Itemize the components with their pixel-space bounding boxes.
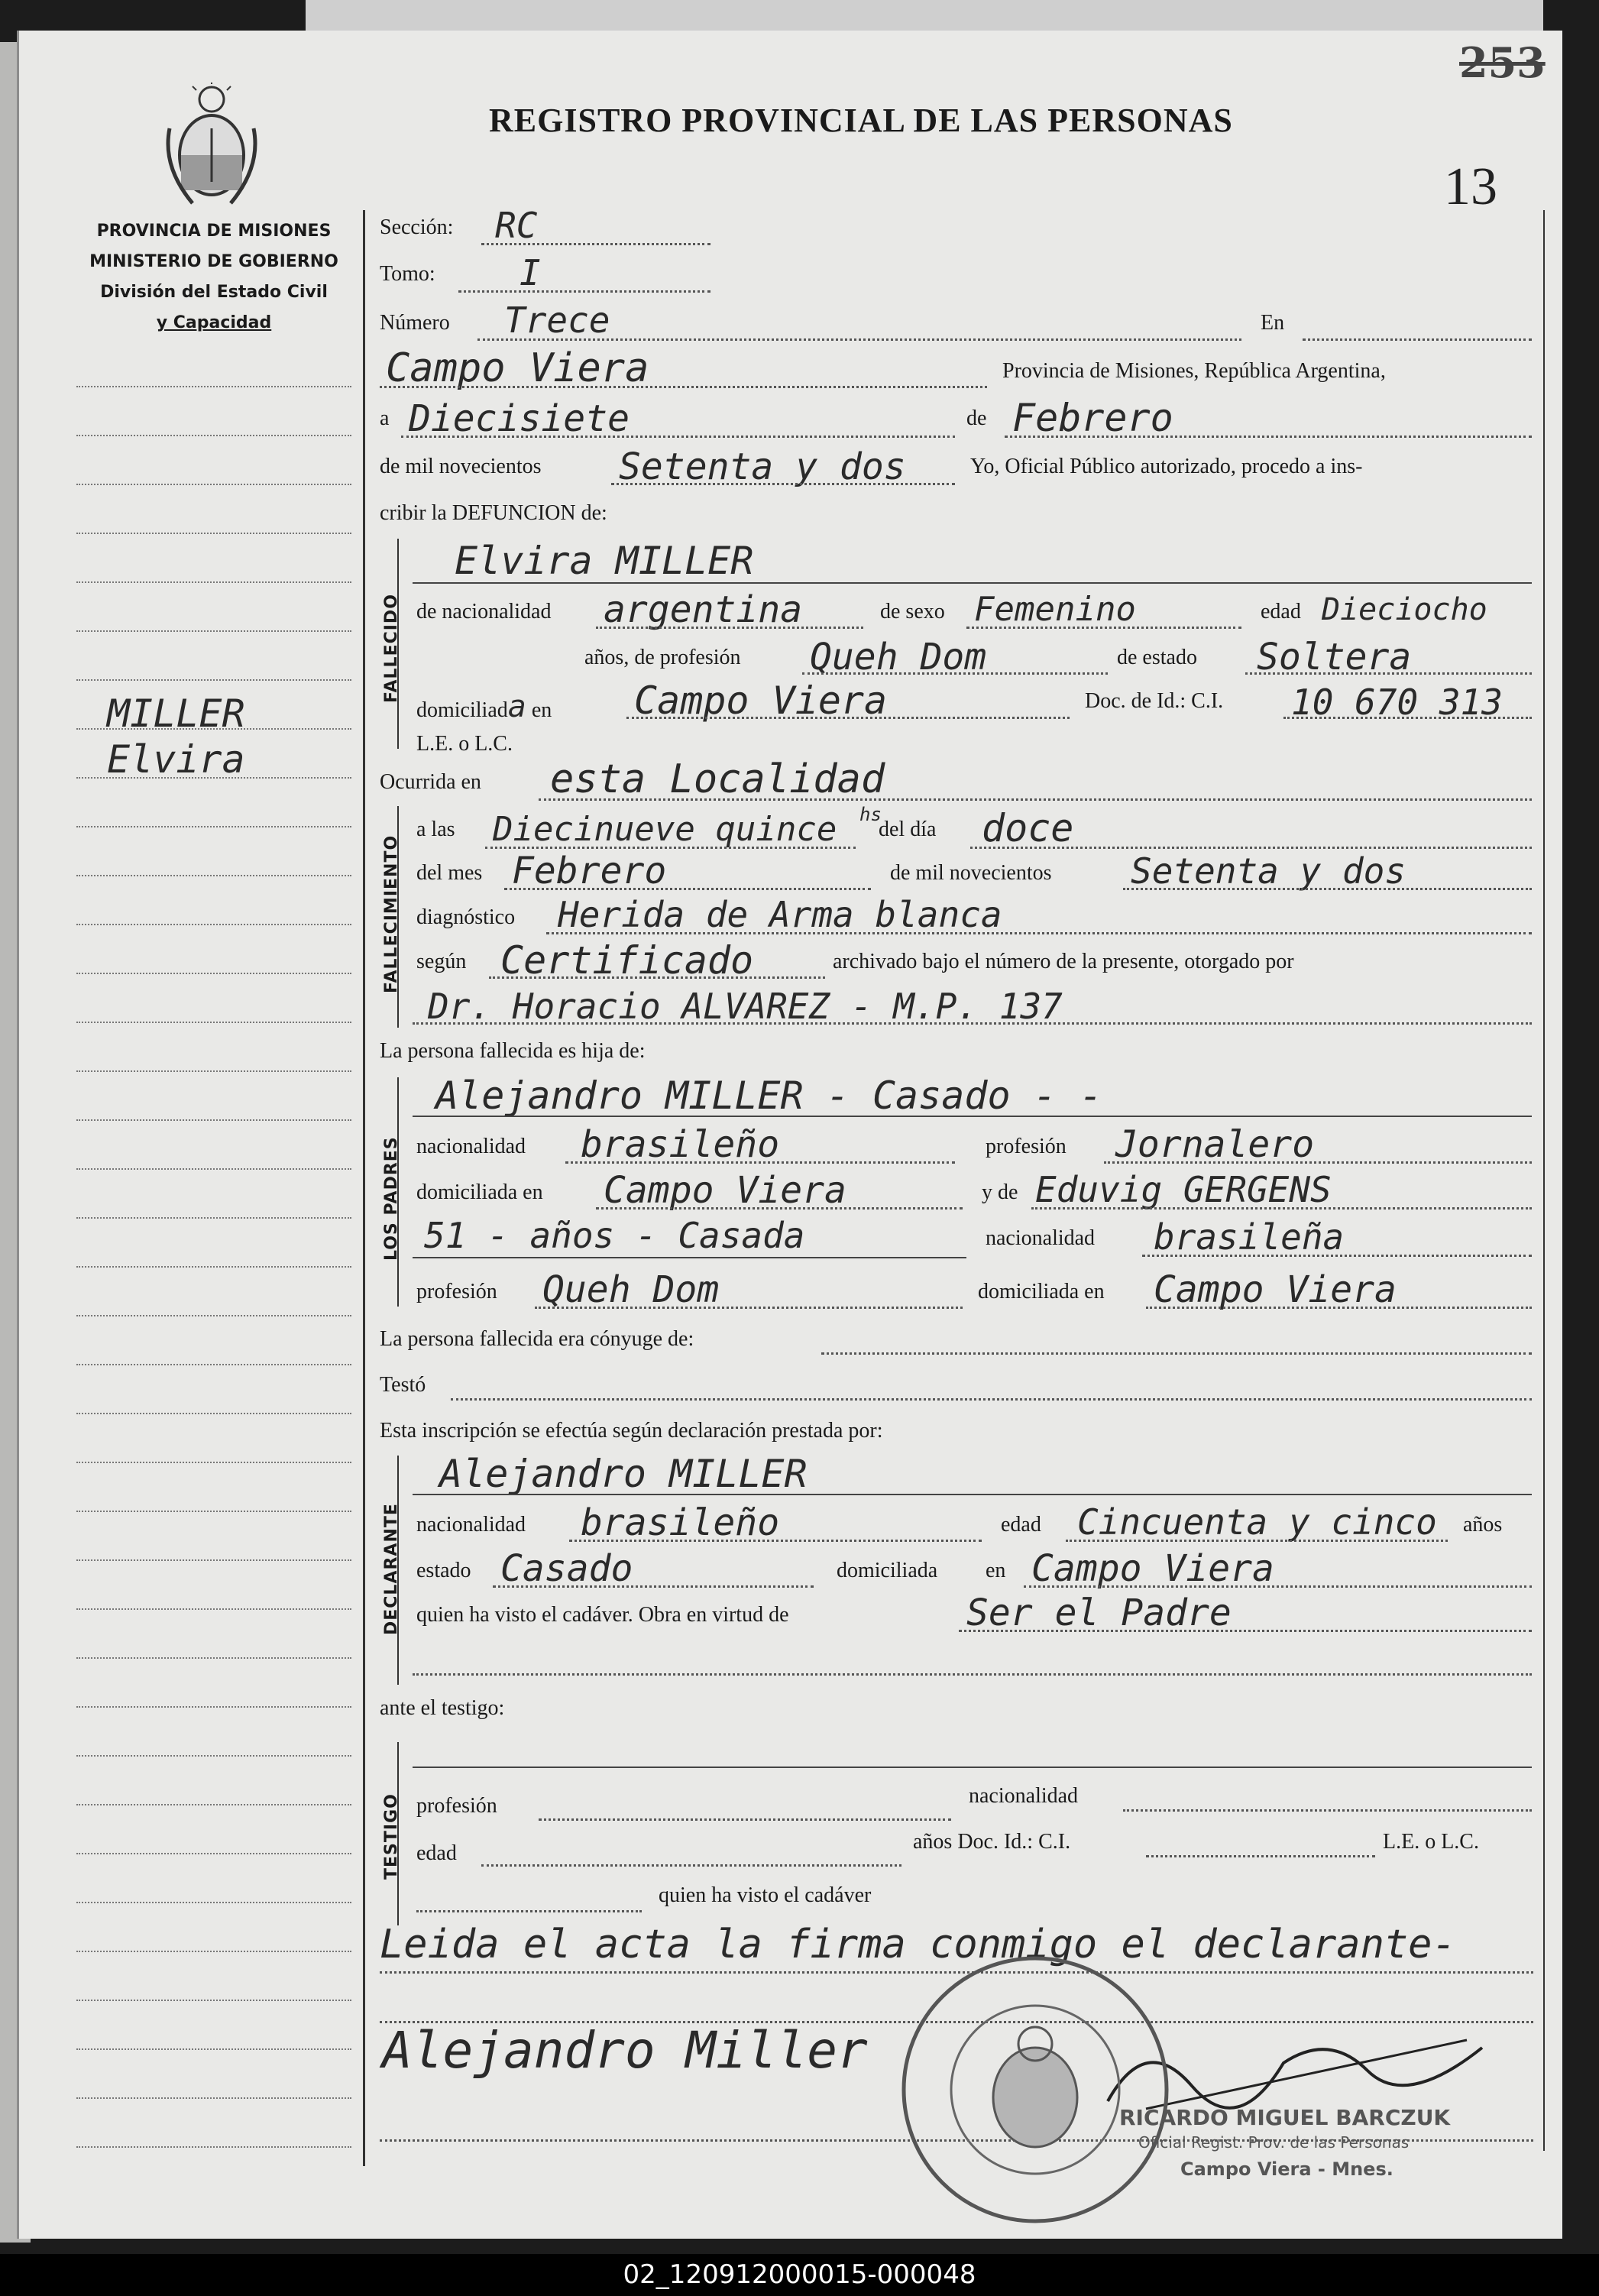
conyuge-line	[821, 1352, 1532, 1355]
left-column-line	[76, 1266, 351, 1268]
right-margin-line	[1543, 210, 1545, 2151]
fallecido-nombre-line	[413, 582, 1532, 584]
madre-prof-value: Queh Dom	[542, 1268, 720, 1311]
madre-nac-value: brasileña	[1154, 1216, 1345, 1258]
footer-filename: 02_120912000015-000048	[0, 2254, 1599, 2296]
declarante-virtud-value: Ser el Padre	[966, 1592, 1232, 1634]
seccion-line	[481, 243, 710, 245]
left-column-line	[76, 1511, 351, 1512]
stamp-place: Campo Viera - Mnes.	[1180, 2158, 1393, 2180]
padre-nac-label: nacionalidad	[416, 1135, 526, 1158]
madre-dom-line	[1146, 1307, 1532, 1309]
numero-line	[477, 338, 1241, 341]
del-dia-label: del día	[879, 818, 937, 841]
declarante-nac-line	[569, 1540, 982, 1542]
lugar-value: Campo Viera	[386, 345, 649, 391]
mes-fallecimiento-value: Febrero	[512, 850, 667, 892]
left-column-line	[76, 1168, 351, 1170]
testo-label: Testó	[380, 1373, 426, 1397]
ministry-line1: PROVINCIA DE MISIONES	[96, 222, 332, 241]
ministry-block	[73, 216, 355, 338]
old-page-number: 253	[1459, 38, 1546, 87]
madre-dom-label: domiciliada en	[978, 1280, 1105, 1303]
profesion-line	[802, 672, 1108, 675]
ministry-line3: División del Estado Civil	[100, 283, 328, 302]
diagnostico-label: diagnóstico	[416, 905, 516, 929]
left-column-line	[76, 1413, 351, 1414]
declarante-edad-line	[1066, 1540, 1448, 1542]
padre-prof-value: Jornalero	[1115, 1123, 1315, 1166]
en-line	[1303, 338, 1532, 341]
left-column-line	[76, 2097, 351, 2099]
declarante-dom-label: domiciliada	[837, 1559, 938, 1582]
sexo-label: de sexo	[880, 600, 945, 623]
testigo-edad-label: edad	[416, 1841, 457, 1865]
left-column-line	[76, 1657, 351, 1659]
left-column-line	[76, 1217, 351, 1219]
padre-nac-line	[565, 1161, 955, 1164]
stamp-officer-name: RICARDO MIGUEL BARCZUK	[1119, 2105, 1451, 2130]
official-round-stamp	[890, 1945, 1180, 2235]
profesion-value: Queh Dom	[810, 636, 987, 678]
testigo-side-label: TESTIGO	[382, 1793, 401, 1880]
declarante-edad-value: Cincuenta y cinco	[1077, 1501, 1437, 1543]
hora-superscript: hs	[859, 804, 882, 825]
segun-label: según	[416, 950, 467, 973]
domicilio-suffix: a	[507, 689, 526, 724]
dia-line	[401, 436, 955, 438]
diagnostico-line	[546, 932, 1532, 934]
ministry-line2: MINISTERIO DE GOBIERNO	[89, 252, 338, 271]
padre-nombre-line	[413, 1116, 1532, 1117]
declarante-anios-label: años	[1463, 1513, 1503, 1537]
estado-label: de estado	[1117, 646, 1197, 669]
left-column-line	[76, 1315, 351, 1316]
left-column-line	[76, 924, 351, 925]
anios-profesion-label: años, de profesión	[584, 646, 741, 669]
ocurrida-line	[539, 798, 1532, 801]
inscribir-text: cribir la DEFUNCION de:	[380, 501, 607, 525]
declarante-dom-value: Campo Viera	[1031, 1547, 1274, 1590]
declarante-estado-label: estado	[416, 1559, 471, 1582]
madre-extra: 51 - años - Casada	[424, 1215, 805, 1256]
mes-value: Febrero	[1012, 396, 1173, 440]
left-column-line	[76, 679, 351, 681]
medico-line	[413, 1022, 1532, 1025]
provincia-text: Provincia de Misiones, República Argentina,	[1002, 359, 1386, 383]
en-label: En	[1261, 311, 1285, 335]
testigo-intro: ante el testigo:	[380, 1696, 505, 1720]
mes-line	[1005, 436, 1532, 438]
edad-label: edad	[1261, 600, 1301, 623]
left-column-line	[76, 1070, 351, 1072]
madre-dom-value: Campo Viera	[1154, 1268, 1397, 1311]
oficial-text: Yo, Oficial Público autorizado, procedo a ins-	[970, 455, 1363, 478]
madre-nac-label: nacionalidad	[986, 1226, 1096, 1250]
lugar-line	[380, 386, 987, 388]
left-column-line	[76, 435, 351, 436]
testigo-edad-line	[481, 1864, 901, 1867]
madre-prof-label: profesión	[416, 1280, 497, 1303]
mil-label: de mil novecientos	[380, 455, 542, 478]
left-column-line	[76, 1951, 351, 1952]
nacionalidad-label: de nacionalidad	[416, 600, 552, 623]
declarante-estado-value: Casado	[500, 1547, 633, 1590]
left-column-line	[76, 1804, 351, 1805]
testo-line	[451, 1398, 1532, 1401]
margin-note-name: Elvira	[107, 737, 245, 782]
testigo-prof-label: profesión	[416, 1794, 497, 1818]
padre-dom-value: Campo Viera	[604, 1169, 846, 1212]
segun-value: Certificado	[500, 938, 754, 983]
declarante-estado-line	[493, 1585, 814, 1588]
declarante-nombre-line	[413, 1494, 1532, 1495]
hora-line	[485, 847, 856, 849]
domicilio-label-a: domiciliad	[416, 698, 508, 722]
left-column-line	[76, 1559, 351, 1561]
numero-label: Número	[380, 311, 450, 335]
anio-fallecimiento-value: Setenta y dos	[1131, 850, 1406, 892]
padre-dom-label: domiciliada en	[416, 1180, 543, 1204]
left-column-line	[76, 533, 351, 534]
nacionalidad-line	[596, 627, 863, 629]
stamp-officer-title: Oficial Regist. Prov. de las Personas	[1138, 2133, 1410, 2152]
fallecido-side-label: FALLECIDO	[382, 594, 401, 703]
nacionalidad-value: argentina	[604, 588, 803, 631]
left-column-line	[76, 2000, 351, 2001]
dia-fallecimiento-line	[970, 847, 1532, 849]
declarante-nac-label: nacionalidad	[416, 1513, 526, 1537]
testigo-nac-line	[1123, 1809, 1532, 1812]
testigo-nac-label: nacionalidad	[969, 1784, 1079, 1808]
left-column-line	[76, 386, 351, 387]
hora-label: a las	[416, 818, 455, 841]
left-column-line	[76, 875, 351, 876]
padre-nombre: Alejandro MILLER - Casado - -	[435, 1074, 1102, 1118]
previous-page-strip	[306, 0, 1543, 32]
madre-nombre: Eduvig GERGENS	[1035, 1169, 1332, 1210]
conyuge-label: La persona fallecida era cónyuge de:	[380, 1327, 694, 1351]
margin-note-surname: MILLER	[107, 691, 245, 736]
yde-label: y de	[982, 1180, 1018, 1204]
madre-prof-line	[535, 1307, 963, 1309]
declarante-virtud-line	[959, 1630, 1532, 1632]
ocurrida-value: esta Localidad	[550, 756, 885, 802]
padre-prof-line	[1104, 1161, 1532, 1164]
left-column-line	[76, 484, 351, 485]
testigo-le-label: L.E. o L.C.	[1383, 1830, 1479, 1854]
domicilio-line	[626, 717, 1070, 719]
madre-nombre-line	[1031, 1207, 1532, 1210]
padres-side-label: LOS PADRES	[382, 1136, 401, 1261]
declaracion-label: Esta inscripción se efectúa según declaración prestada por:	[380, 1419, 883, 1443]
left-column-line	[76, 1462, 351, 1463]
declarante-visto-label: quien ha visto el cadáver. Obra en virtud de	[416, 1603, 789, 1627]
sexo-line	[966, 627, 1241, 629]
diagnostico-value: Herida de Arma blanca	[558, 894, 1002, 935]
left-column-line	[76, 581, 351, 583]
archivado-text: archivado bajo el número de la presente, otorgado por	[833, 950, 1294, 973]
domicilio-value: Campo Viera	[634, 678, 888, 723]
anio-value: Setenta y dos	[619, 445, 906, 488]
tomo-line	[458, 290, 710, 293]
left-column-line	[76, 630, 351, 632]
seccion-value: RC	[495, 205, 538, 246]
seccion-label: Sección:	[380, 215, 454, 239]
left-column-line	[76, 1853, 351, 1854]
madre-extra-line	[413, 1257, 966, 1258]
declarante-en-label: en	[986, 1559, 1006, 1582]
ministry-line4: y Capacidad	[156, 313, 272, 332]
declarante-side-label: DECLARANTE	[382, 1503, 401, 1635]
doc-label: Doc. de Id.: C.I.	[1085, 689, 1224, 713]
declarante-nac-value: brasileño	[581, 1501, 780, 1544]
cierre-text: Leida el acta la firma conmigo el declarante-	[380, 1922, 1456, 1967]
left-column-line	[76, 1755, 351, 1757]
le-label: L.E. o L.C.	[416, 732, 513, 756]
mes-fallecimiento-line	[504, 888, 871, 890]
left-column-line	[76, 1022, 351, 1023]
testigo-anios-label: años Doc. Id.: C.I.	[913, 1830, 1071, 1854]
left-column-line	[76, 2146, 351, 2148]
left-column-line	[76, 1706, 351, 1708]
doc-line	[1283, 717, 1532, 719]
estado-line	[1245, 672, 1532, 675]
mil-fallecimiento-label: de mil novecientos	[890, 861, 1052, 885]
medico-value: Dr. Horacio ALVAREZ - M.P. 137	[428, 986, 1063, 1027]
domicilio-label-b: en	[531, 698, 552, 722]
testigo-nombre-line	[413, 1767, 1532, 1768]
hora-value: Diecinueve quince	[493, 810, 837, 849]
testigo-prof-line	[539, 1818, 951, 1821]
main-margin-line	[363, 210, 365, 2166]
testigo-ci-line	[1146, 1855, 1375, 1857]
padre-prof-label: profesión	[986, 1135, 1067, 1158]
dia-fallecimiento-value: doce	[982, 806, 1074, 850]
page-title: REGISTRO PROVINCIAL DE LAS PERSONAS	[489, 102, 1233, 139]
declarante-edad-label: edad	[1001, 1513, 1041, 1537]
declarante-nombre: Alejandro MILLER	[439, 1452, 808, 1496]
padres-intro: La persona fallecida es hija de:	[380, 1039, 646, 1063]
tomo-value: I	[520, 252, 541, 293]
left-column-line	[76, 826, 351, 827]
testigo-visto-pre-line	[416, 1910, 642, 1912]
left-column-line	[76, 1902, 351, 1903]
fallecido-nombre: Elvira MILLER	[455, 539, 754, 583]
mes-fallecimiento-label: del mes	[416, 861, 483, 885]
left-column-line	[76, 2048, 351, 2050]
padre-dom-line	[596, 1207, 963, 1210]
doc-value: 10 670 313	[1291, 682, 1503, 723]
testigo-visto-label: quien ha visto el cadáver	[659, 1883, 872, 1907]
coat-of-arms-emblem	[162, 83, 261, 209]
anio-line	[611, 483, 955, 485]
tomo-label: Tomo:	[380, 262, 435, 286]
left-column-line	[76, 1119, 351, 1121]
left-column-line	[76, 1364, 351, 1365]
page-number: 13	[1444, 157, 1497, 216]
padre-nac-value: brasileño	[581, 1123, 780, 1166]
declarante-extra-line	[413, 1673, 1532, 1676]
left-column-line	[76, 1608, 351, 1610]
sexo-value: Femenino	[974, 590, 1136, 629]
ocurrida-label: Ocurrida en	[380, 770, 481, 794]
estado-value: Soltera	[1257, 636, 1412, 678]
left-column-line	[76, 973, 351, 974]
dia-value: Diecisiete	[409, 397, 630, 440]
anio-fallecimiento-line	[1123, 888, 1532, 890]
edad-value: Dieciocho	[1322, 592, 1487, 627]
segun-line	[489, 976, 825, 979]
numero-value: Trece	[504, 300, 610, 341]
madre-nac-line	[1142, 1255, 1532, 1257]
declarante-dom-line	[1024, 1585, 1532, 1588]
a-label: a	[380, 406, 390, 430]
fallecimiento-side-label: FALLECIMIENTO	[382, 834, 401, 993]
declarante-firma: Alejandro Miller	[382, 2021, 868, 2080]
de-label: de	[966, 406, 987, 430]
